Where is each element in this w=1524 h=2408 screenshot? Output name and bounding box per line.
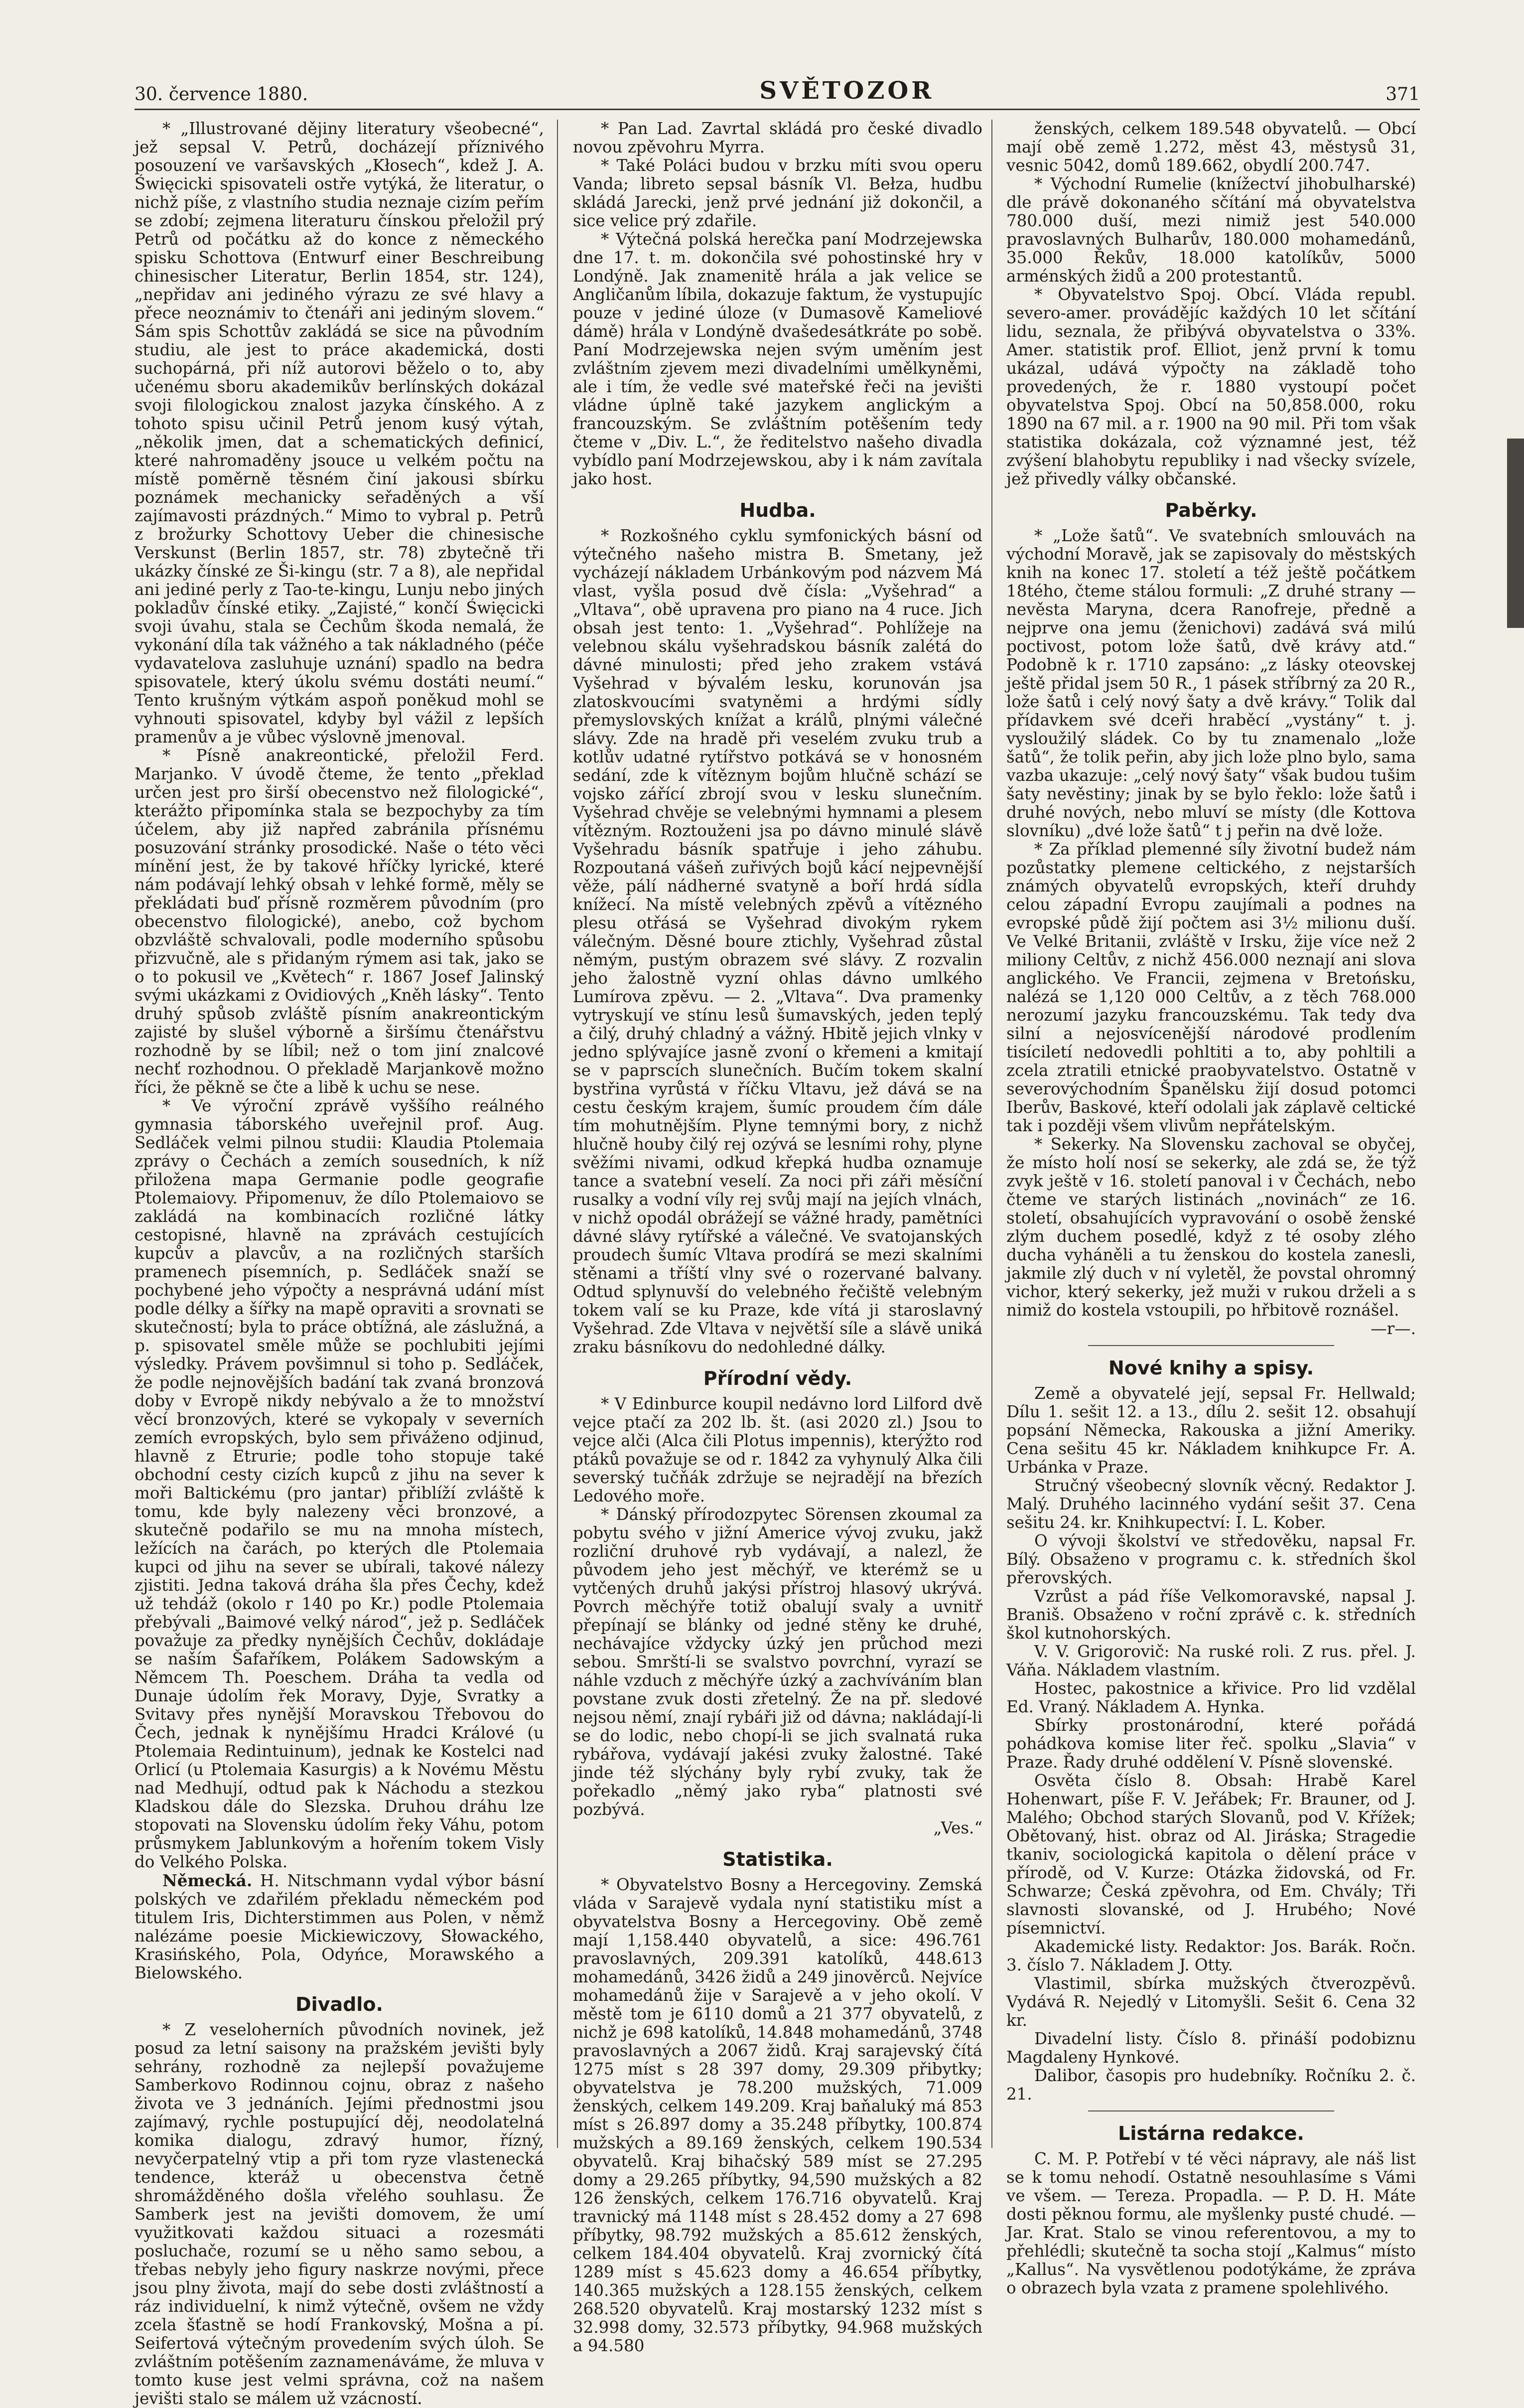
article-signature: —r—. (1371, 1319, 1416, 1338)
article-bosnia-population-cont: ženských, celkem 189.548 obyvatelů. — Obcí mají obě země 1.272, měst 43, městysů 31, vesnic 5042, domů 189.662, obydlí 200.747. (1006, 119, 1416, 175)
article-ma-vlast: * Rozkošného cyklu symfonických básní od výtečného našeho mistra B. Smetany, jež vycházejí nákladem Urbánkovým pod názvem Má vlast, vyšla posud dvě čísla: „Vyšehrad“ a „Vltava“, obě upravena pro piano na 4 ruce. Jich obsah jest tento: 1. „Vyšehrad“. Pohlížeje na velebnou skálu vyšehradskou básník zalétá do dávné minulosti; před jeho zrakem vstává Vyšehrad v bývalém lesku, korunován jsa zlatoskvoucími svatyněmi a hrdými sídly přemyslovských knížat a králů, plnými válečné slávy. Zde na hradě při veselém zvuku trub a kotlův udatné rytířstvo potkává se v honosném sedání, zde k vítěznym bojům hlučně schází se vojsko zářící zbrojí svou v lesku slunečním. Vyšehrad chvěje se velebnými hymnami a plesem vítězným. Roztouženi jsa po dávno minulé slávě Vyšehradu básník spatřuje i jeho záhubu. Rozpoutaná vášeň zuřivých bojů kácí nejpevnější věže, pálí nádherné svatyně a boří hrdá sídla knížecí. Na místě velebných zpěvů a vítězného plesu otřásá se Vyšehrad divokým rykem válečným. Děsné boure ztichly, Vyšehrad zůstal němým, pustým obrazem své slávy. Z rozvalin jeho žalostně vyzní ohlas dávno umlkého Lumírova zpěvu. — 2. „Vltava“. Dva pramenky vytryskují ve stínu lesů šumavských, jeden teplý a čilý, druhý chladný a vážný. Hbitě jejich vlnky v jedno splývajíce jasně zvoní o křemeni a kmitají se v paprscích slunečních. Bučím tokem skalní bystřina vyrůstá v říčku Vltavu, jež dává se na cestu českým krajem, šumíc proudem čím dále tím mohutnějším. Plyne temnými bory, z nichž hlučně houby čilý rej ozývá se lesními rohy, plyne svěžími nivami, odkud křepká hudba oznamuje tance a svatební veselí. Za noci při záři měsíční rusalky a vodní víly rej svůj mají na jejích vlnách, v nichž opodál obrážejí se vážné hrady, pamětníci dávné slávy rytířské a válečné. Ve svatojanských proudech šumíc Vltava prodírá se mezi skalními stěnami a tříští vlny své o rozervané balvany. Odtud splynuvší do velebného řečiště velebným tokem valí se ku Praze, kde vítá ji staroslavný Vyšehrad. Zde Vltava v největší síle a slávě uniká zraku básníkovu do nedohledné dálky. (573, 526, 982, 1356)
article-fish-sounds: * Dánský přírodozpytec Sörensen zkoumal za pobytu svého v jižní Americe vývoj zvuku, jakž rozliční druhové ryb vydávají, a nalezl, že původem jeho jest měchýř, ve kterémž se u vytčených druhů jakýsi přístroj hlasový ukrývá. Povrch měchýře totiž obalují svaly a uvnitř přepínají se blánky od jedné stěny ke druhé, nechávajíce vždycky úzký jen průchod mezi sebou. Smrští-li se svalstvo povrchní, vyrazí se náhle vzduch z měchýře úzký a zachvíváním blan povstane zvuk dosti zřetelný. Že na př. sledové nejsou němí, znají rybáři již od dávna; nakládají-li se do lodic, nebo chopí-li se jich svalnatá ruka rybářova, vydávají jakési zvuky žalostné. Také jinde též slýchány byly rybí zvuky, tak že pořekadlo „němý jako ryba“ platnosti své pozbývá. (573, 1505, 982, 1819)
book-entry: Sbírky prostonárodní, které pořádá pohádkova komise liter řeč. spolku „Slavia“ v Praze. Řady druhé oddělení V. Písně slovenské. (1006, 1716, 1416, 1772)
section-heading-paberky: Paběrky. (1165, 499, 1257, 521)
book-entry: Vlastimil, sbírka mužských čtverozpěvů. Vydává R. Nejedlý v Litomyšli. Sešit 6. Cena 32 kr. (1006, 1974, 1416, 2030)
book-entry: Akademické listy. Redaktor: Jos. Barák. Ročn. 3. číslo 7. Nákladem J. Otty. (1006, 1937, 1416, 1974)
book-entry: V. V. Grigorovič: Na ruské roli. Z rus. přel. J. Váňa. Nákladem vlastním. (1006, 1642, 1416, 1679)
section-heading-statistika: Statistika. (722, 1848, 833, 1870)
section-heading-hudba: Hudba. (739, 499, 816, 521)
page-header (135, 75, 1420, 105)
article-loze-satu: * „Lože šatů“. Ve svatebních smlouvách na východní Moravě, jak se zapisovaly do městských knih na konec 17. století a též ještě počátkem 18tého, čteme stálou formuli: „Z druhé strany — nevěsta Maryna, dcera Ranofreje, předně a nejprve ona jemu (ženichovi) zadává svá milú poctivost, potom lože šatů, dvě krávy atd.“ Podobně k r. 1710 zapsáno: „z lásky oteovskej ještě přidal jsem 50 R., 1 pásek stříbrný za 20 R., lože šatů i celý nový šaty a dvě krávy.“ Tolik dal přídavkem své dceři hraběcí „vystány“ t. j. vysloužilý sládek. Co by tu znamenalo „lože šatů“, že tolik peřin, aby jich lože plno bylo, sama vazba ukazuje: „celý nový šaty“ však budou tušim šaty nevěstiny; jinak by se bylo řeklo: lože šatů i druhé nových, nebo mluví se místy (dle Kottova slovníku) „dvé lože šatů“ t j peřin na dvě lože. (1006, 526, 1416, 840)
editorial-letters: C. M. P. Potřebí v té věci nápravy, ale náš list se k tomu nehodí. Ostatně nesouhlasíme s Vámi ve všem. — Tereza. Propadla. — P. D. H. Máte dosti pěknou formu, ale myšlenky pusté chudé. — Jar. Krat. Stalo se vinou referentovou, a my to přehlédli; skutečně ta socha stojí „Kalmus“ místo „Kallus“. Na vysvětlenou podotýkáme, že zpráva o obrazech byla vzata z pramene spolehlivého. (1006, 2149, 1416, 2297)
section-heading-listarna: Listárna redakce. (1118, 2122, 1304, 2144)
book-entry: Vzrůst a pád říše Velkomoravské, napsal J. Braniš. Obsaženo v roční zprávě c. k. středních škol kutnohorských. (1006, 1587, 1416, 1643)
article-signature: „Ves.“ (933, 1818, 982, 1837)
book-entry: Hostec, pakostnice a křivice. Pro lid vzdělal Ed. Vraný. Nákladem A. Hynka. (1006, 1679, 1416, 1716)
book-entry: Země a obyvatelé její, sepsal Fr. Hellwald; Dílu 1. sešit 12. a 13., dílu 2. sešit 12. obsahují popsání Německa, Rakouska a jižní Ameriky. Cena sešitu 45 kr. Nákladem knihkupce Fr. A. Urbánka v Praze. (1006, 1384, 1416, 1477)
article-celts: * Za příklad plemenné síly životní budež nám pozůstatky plemene celtického, z nejstarších známých obyvatelů evropských, kteří druhdy celou západní Evropu zaujímali a podnes na evropské půdě žijí počtem asi 3½ milionu duší. Ve Velké Britanii, zvláště v Irsku, žije více než 2 miliony Celtův, z nichž 456.000 neznají ani slova anglického. Ve Francii, zejmena v Bretońsku, nalézá se 1,120 000 Celtův, a z těch 768.000 nerozumí jazyku francouzskému. Tak tedy dva silní a nejosvícenější národové prodlením tisíciletí nedovedli pohltiti a to, aby pohltili a zcela ztratili etnické praobyvatelstvo. Ostatně v severovýchodním Španělsku žijí dosud potomci Iberův, Baskové, kteří odolali jak záplavě celtické tak i později všem vlivům nepřátelským. (1006, 840, 1416, 1135)
binding-edge (1507, 439, 1524, 628)
article-ptolemy-study: * Ve výroční zprávě vyššího reálného gymnasia táborského uveřejnil prof. Aug. Sedláček velmi pilnou studii: Klaudia Ptolemaia zprávy o Čechách a zemích sousedních, k níž přiložena mapa Germanie podle geografie Ptolemaiovy. Připomenuv, že dílo Ptolemaiovo se zakládá na kombinacích rozličné látky cestopisné, hlavně na zprávách cestujících kupcův a plavcův, a na rozličných starších pramenech písemních, p. Sedláček snaží se pochybené jeho výpočty a nesprávná udání míst podle délky a šířky na mapě opraviti a srovnati se skutečností; byla to práce obtížná, ale záslužná, a p. spisovatel směle může se pochlubiti jejími výsledky. Právem povšimnul si toho p. Sedláček, že podle nejnovějších badání tak zvaná bronzová doby v Evropě nikdy nebývalo a že to množství věcí bronzových, které se vykopaly v severních zemích evropských, bylo sem přiváženo odjinud, hlavně z Etrurie; podle toho stopuje také obchodní cesty cizích kupců z jihu na sever k moři Baltickému (pro jantar) přiblíží zvláště k tomu, kde byly nalezeny věci bronzové, a skutečně podařilo se mu na mnoha místech, ležících na čarách, po kterých dle Ptolemaia kupci od jihu na sever se ubírali, takové nálezy zjistiti. Jedna taková dráha šla přes Čechy, kdež už tehdáž (okolo r 140 po Kr.) podle Ptolemaia přebývali „Baimové velký národ“, jež p. Sedláček považuje za předky nynějších Čechův, dokládaje se naším Šafaříkem, Polákem Sadowským a Němcem Th. Poeschem. Dráha ta vedla od Dunaje údolím řek Moravy, Dyje, Svratky a Svitavy přes nynější Moravskou Třebovou do Čech, jednak k nynějšímu Hradci Králové (u Ptolemaia Redintuinum), jednak ke Kostelci nad Orlicí (u Ptolemaia Kasurgis) a k Novému Městu nad Medhují, odtud pak k Náchodu a stezkou Kladskou dále do Slezska. Druhou dráhu lze stopovati na Slovensku údolím řeky Váhu, potom průsmykem Jablunkovým a hořením tokem Visly do Velkého Polska. (135, 1096, 544, 1871)
column-divider (557, 120, 558, 2148)
article-german-lit (135, 1871, 544, 1982)
book-entry: Dalibor, časopis pro hudebníky. Ročníku 2. č. 21. (1006, 2066, 1416, 2104)
article-samberk-comedy: * Z veseloherních původních novinek, jež posud za letní saisony na pražském jevišti byly sehrány, rozhodně za nejlepší považujeme Samberkovo Rodinnou cojnu, obraz z našeho života ve 3 jednáních. Jejími přednostmi jsou zajímavý, rychle postupující děj, neodolatelná komika dialogu, zdravý humor, řízný, nevyčerpatelný vtip a při tom ryze vlastenecká tendence, kteráž u obecenstva četně shromážděného došla vřelého souhlasu. Že Samberk jest na jevišti domovem, že umí využitkovati každou situaci a rozesmáti posluchače, rozumí se u něho samo sebou, a třebas nebyly jeho figury naskrze novými, přece jsou plny života, mají do sebe dosti zvláštností a ráz individuelní, k nimž výtečně, ovšem ne vždy zcela šťastně se hodí Frankovský, Mošna a pí. Seifertová výtečným provedením svých úloh. Se zvláštním potěšením zaznamenáváme, že mluva v tomto kuse jest velmi správna, což na našem jevišti stalo se málem už vzácností. (135, 2020, 544, 2408)
article-modrzejewska: * Výtečná polská herečka paní Modrzejewska dne 17. t. m. dokončila své pohostinské hry v Londýně. Jak znamenitě hrála a jak velice se Angličanům líbila, dokazuje faktum, že vystupujíc pouze v jediné úloze (v Dumasově Kameliové dámě) hrála v Londýně dvašedesátkráte po sobě. Paní Modrzejewska nejen svým uměním jest zvláštním zjevem mezi divadelními umělkyněmi, ale i tím, že vedle své mateřské řeči na jevišti vládne úplně také jazykem anglickým a francouzským. Se zvláštním potěšením tedy čteme v „Div. L.“, že ředitelstvo našeho divadla vybídlo paní Modrzejewskou, aby i k nám zavítala jako host. (573, 230, 982, 488)
article-us-population: * Obyvatelstvo Spoj. Obcí. Vláda republ. severo-amer. provádějíc každých 10 let sčítání lidu, seznala, že přibývá obyvatelstva o 33%. Amer. statistik prof. Elliot, jenž první k tomu ukázal, udává výpočty na základě toho provedených, že r. 1880 vystoupí počet obyvatelstva Spoj. Obcí na 50,858.000, roku 1890 na 67 mil. a r. 1900 na 90 mil. Při tom však statistika dokázala, což významné jest, též zvýšení blahobytu republiky i nad všecky svízele, jež přivedly války občanské. (1006, 285, 1416, 488)
article-alca-eggs: * V Edinburce koupil nedávno lord Lilford dvě vejce ptačí za 202 lb. št. (asi 2020 zl.) Jsou to vejce alči (Alca čili Plotus impennis), kterýžto rod ptáků považuje se od r. 1842 za vyhynulý Alka čili severský tučňák zdržuje se nejradějí na březích Ledového moře. (573, 1394, 982, 1505)
journal-title: SVĚTOZOR (759, 77, 935, 105)
article-vanda-opera: * Také Poláci budou v brzku míti svou operu Vanda; libreto sepsal básník Vl. Bełza, hudbu skládá Jarecki, jenž prvé jednání již dokončil, a sice velice prý zdařile. (573, 156, 982, 230)
article-german-lead: Německá. (162, 1871, 253, 1890)
issue-date: 30. července 1880. (135, 84, 308, 105)
article-anacreontic-songs: * Písně anakreontické, přeložil Ferd. Marjanko. V úvodě čteme, že tento „překlad určen jest pro širší obecenstvo než filologické“, kterážto připomínka stala se bezpochyby za tím účelem, aby již napřed zabránila přísnému posuzování stránky prosodické. Naše o této věci mínění jest, že by takové hříčky lyrické, které nám podávají lehký obsah v lehké formě, měly se překládati buď přísně rozměrem původním (pro obecenstvo filologické), anebo, což bychom obzvláště schvalovali, podle moderního spůsobu přizvučně, ale s přidaným rýmem asi tak, jako se o to pokusil ve „Květech“ r. 1867 Josef Jalinský svými ukázkami z Ovidiových „Kněh lásky“. Tento druhý spůsob zvláště písním anakreontickým zajisté by slušel výborně a širšímu čtenářstvu rozhodně by se líbil; než o tom jiní znalcové nechť rozhodnou. O překladě Marjankově možno říci, že pěkně se čte a libě k uchu se nese. (135, 746, 544, 1097)
page-number: 371 (1385, 84, 1420, 105)
article-sekerky: * Sekerky. Na Slovensku zachoval se obyčej, že místo holí nosí se sekerky, ale zdá se, že týž zvyk ještě v 16. století panoval i v Čechách, nebo čteme ve starých listinách „novinách“ ze 16. století, obsahujících vypravování o osobě ženské zlým duchem posedlé, když z té osoby zlého ducha vyháněli a tu ženskou do kostela zanesli, jakmile zlý duch v ní vyletěl, že povstal ohromný vichor, který sekerky, jež muži v rukou drželi a s nimiž do kostela vstoupili, po hřbitově roznášel. (1006, 1135, 1416, 1320)
section-heading-prirodni-vedy: Přírodní vědy. (703, 1367, 852, 1389)
book-entry: Osvěta číslo 8. Obsah: Hrabě Karel Hohenwart, píše F. V. Jeřábek; Fr. Brauner, od J. Malého; Obchod starých Slovanů, pod V. Křížek; Obětovaný, hist. obraz od Al. Jiráska; Stragedie tkaniv, sociologická kapitola o dělení práce v přírodě, od V. Kurze: Otázka židovská, od Fr. Schwarze; Česká zpěvohra, od Em. Chvály; Tři slavnosti slovanské, od J. Hrubého; Nové písemnictví. (1006, 1771, 1416, 1938)
book-entry: Divadelní listy. Číslo 8. přináší podobiznu Magdaleny Hynkové. (1006, 2029, 1416, 2067)
article-zavrtal-opera: * Pan Lad. Zavrtal skládá pro české divadlo novou zpěvohru Myrra. (573, 119, 982, 156)
book-entry: Stručný všeobecný slovník věcný. Redaktor J. Malý. Druhého lacinného vydání sešit 37. Cena sešitu 24. kr. Knihkupectví: I. L. Kober. (1006, 1476, 1416, 1532)
article-rumelia: * Východní Rumelie (knížectví jihobulharské) dle právě dokonaného sčítání má obyvatelstva 780.000 duší, mezi nimiž jest 540.000 pravoslavných Bulharův, 180.000 mohamedánů, 35.000 Řekův, 18.000 katolíkův, 5000 arménských židů a 200 protestantů. (1006, 174, 1416, 286)
section-rule (1088, 1345, 1334, 1346)
article-bosnia-population: * Obyvatelstvo Bosny a Hercegoviny. Zemská vláda v Sarajevě vydala nyní statistiku míst a obyvatelstva Bosny a Hercegoviny. Obě země mají 1,158.440 obyvatelů, a sice: 496.761 pravoslavných, 209.391 katolíků, 448.613 mohamedánů, 3426 židů a 249 jinověrců. Nejvíce mohamedánů žije v Sarajevě a v jeho okolí. V městě tom je 6110 domů a 21 377 obyvatelů, z nichž je 698 katolíků, 14.848 mohamedánů, 3748 pravoslavných a 2067 židů. Kraj sarajevský čítá 1275 míst s 28 397 domy, 29.309 přibytky; obyvatelstva je 78.200 mužských, 71.009 ženských, celkem 149.209. Kraj baňaluký má 853 míst s 26.897 domy a 35.248 příbytky, 100.874 mužských a 89.169 ženských, celkem 190.534 obyvatelů. Kraj bihačský 589 míst se 27.295 domy a 29.265 příbytky, 94,590 mužských a 82 126 ženských, celkem 176.716 obyvatelů. Kraj travnický má 1148 míst s 28.452 domy a 27 698 příbytky, 98.792 mužských a 85.612 ženských, celkem 184.404 obyvatelů. Kraj zvornický čítá 1289 míst s 45.623 domy a 46.654 příbytky, 140.365 mužských a 128.155 ženských, celkem 268.520 obyvatelů. Kraj mostarský 1232 míst s 32.998 domy, 32.573 příbytky, 94.968 mužských a 94.580 (573, 1875, 982, 2355)
column-3 (1006, 119, 1416, 2297)
section-rule (1088, 2110, 1334, 2111)
header-rule (135, 109, 1420, 110)
article-illustrated-history: * „Illustrované dějiny literatury všeobecné“, jež sepsal V. Petrů, docházejí příznivého posouzení ve varšavských „Kłosech“, kdež J. A. Święcicki spisovateli ostře vytýká, že literatur, o nichž píše, z vlastního studia neznaje cizím peřím se zdobí; zejmena literaturu čínskou přeložil prý Petrů od počátku až do konce z německého spisku Schottova (Entwurf einer Beschreibung chinesischer Literatur, Berlin 1854, str. 124), „nepřidav ani jediného výrazu ze své hlavy a přece neoznámiv to čtenáři ani jediným slovem.“ Sám spis Schottův zakládá se sice na původním studiu, ale jest to práce akademická, dosti suchopárná, při níž autorovi běželo o to, aby učenému sboru akademikův berlínských dokázal svoji filologickou znalost jazyka čínského. A z tohoto spisu učinil Petrů jenom kusý výtah, „několik jmen, dat a schematických definicí, které nahromaděny jsouce u velkém počtu na místě poměrně těsném činí jakousi sbírku poznámek mechanicky seřaděných a vší zajímavosti prázdných.“ Mimo to vybral p. Petrů z brožurky Schottovy Ueber die chinesische Verskunst (Berlin 1857, str. 78) zbytečně tři ukázky čínské ze Ši-kingu (str. 7 a 8), ale nepřidal ani jediné perly z Tao-te-kingu, Lunju nebo jiných pokladův čínské etiky. „Zajisté,“ končí Święcicki svoji úvahu, stala se Čechům škoda nemalá, že vykonání díla tak vážného a tak nákladného (péče vydavatelova zasluhuje uznání) spadlo na bedra spisovatele, který úkolu svému dostáti neumí.“ Tento krušným výtkám aspoň poněkud mohl se vyhnouti spisovatel, kdyby byl vážil z lepších pramenův a je vůbec výslovně jmenoval. (135, 119, 544, 747)
column-2 (573, 119, 982, 2355)
article-german-text: H. Nitschmann vydal výbor básní polských ve zdařilém překladu německém pod titulem Iris, Dichterstimmen aus Polen, v němž nalézáme poesie Mickiewiczovy, Słowackého, Krasińského, Pola, Odyńce, Morawského a Bielowského. (135, 1871, 544, 1982)
section-heading-nove-knihy: Nové knihy a spisy. (1108, 1357, 1314, 1379)
book-entry: O vývoji školství ve středověku, napsal Fr. Bílý. Obsaženo v programu c. k. středních škol přerovských. (1006, 1531, 1416, 1587)
column-1 (135, 119, 544, 2408)
column-divider (991, 120, 992, 2148)
section-heading-divadlo: Divadlo. (295, 1993, 383, 2015)
